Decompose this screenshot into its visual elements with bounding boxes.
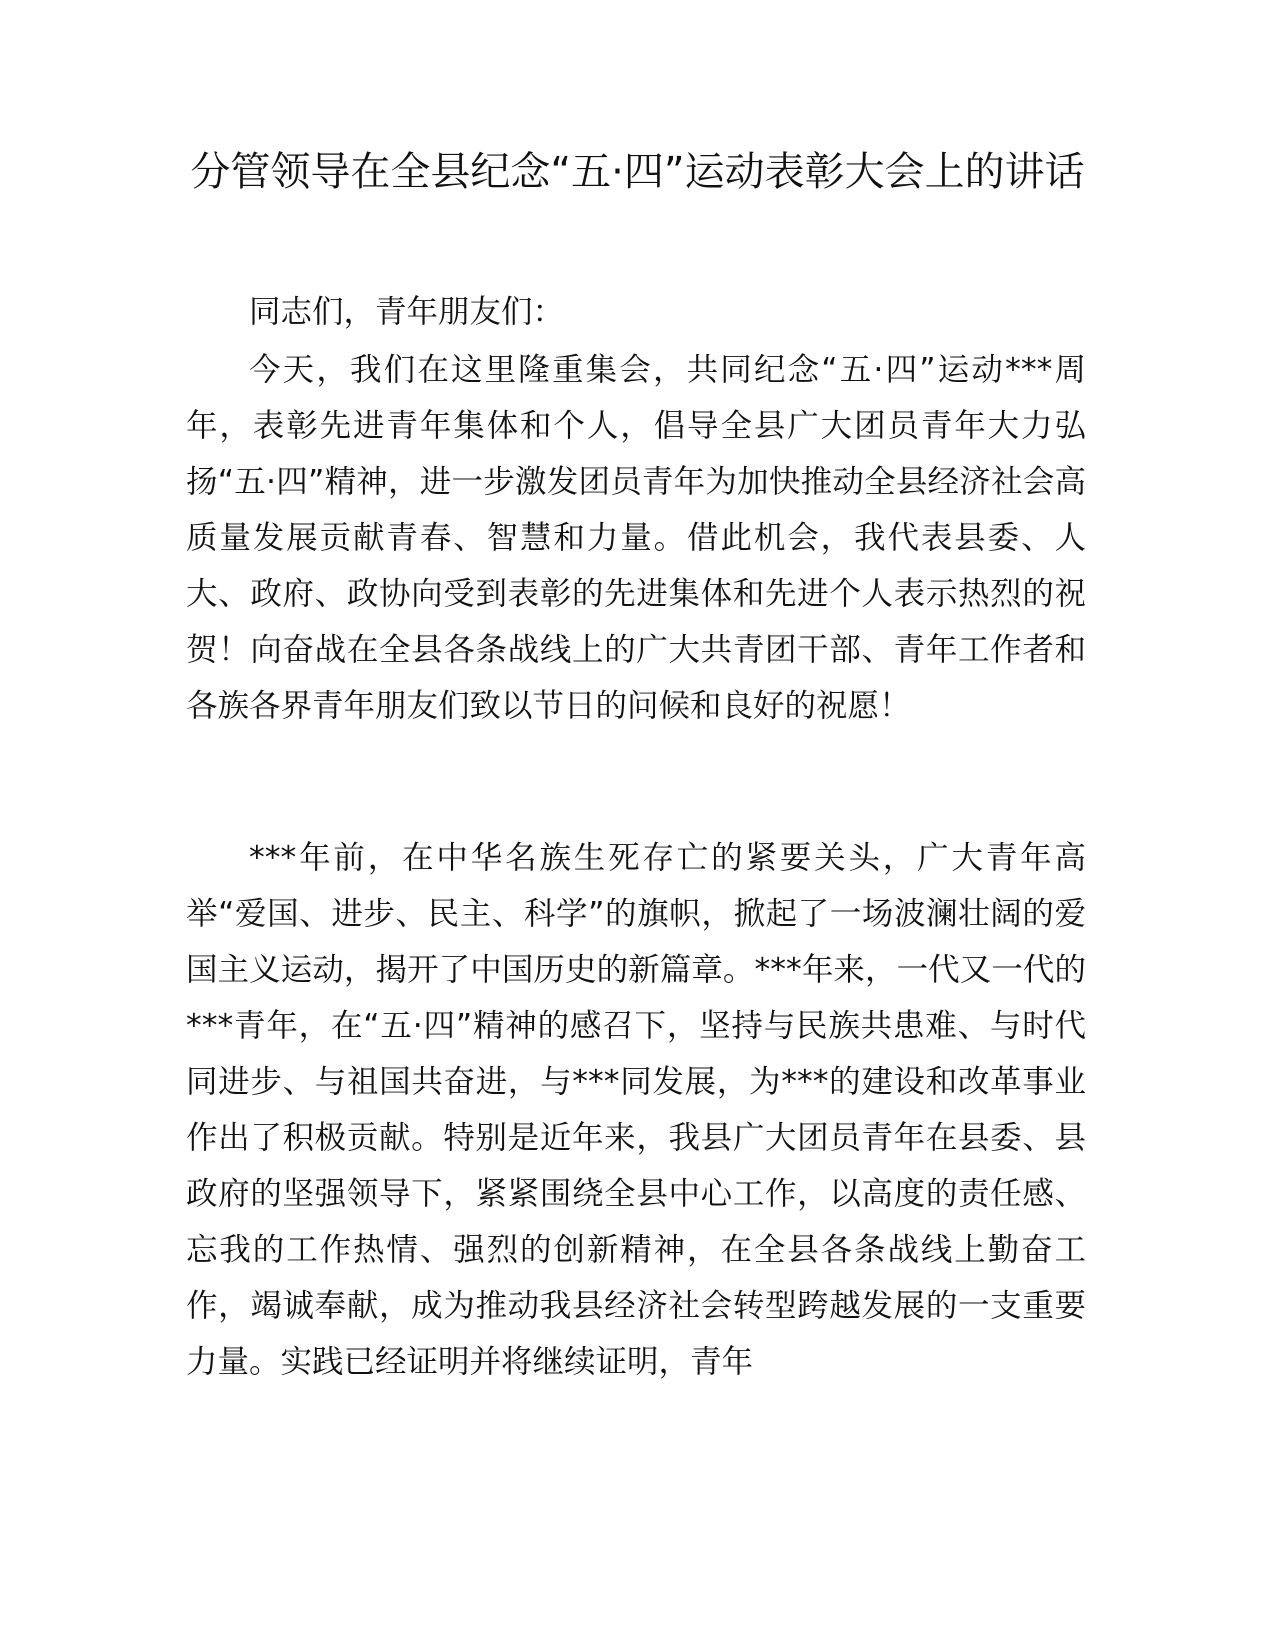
greeting-text: 同志们，青年朋友们： [249, 294, 565, 330]
paragraph-1-text: 今天，我们在这里隆重集会，共同纪念“五·四”运动***周年，表彰先进青年集体和个人，倡导全县广大团员青年大力弘扬“五·四”精神，进一步激发团员青年为加快推动全县经济社会高质量发展贡献青春、智慧和力量。借此机会，我代表县委、人大、政府、政协向受到表彰的先进集体和先进个人表示热烈的祝贺！向奋战在全县各条战线上的广大共青团干部、青年工作者和各族各界青年朋友们致以节日的问候和良好的祝愿！ [186, 352, 1086, 724]
greeting [186, 284, 1086, 340]
paragraph-2-text: ***年前，在中华名族生死存亡的紧要关头，广大青年高举“爱国、进步、民主、科学”的旗帜，掀起了一场波澜壮阔的爱国主义运动，揭开了中国历史的新篇章。***年来，一代又一代的***青年，在“五·四”精神的感召下，坚持与民族共患难、与时代同进步、与祖国共奋进，与***同发展，为***的建设和改革事业作出了积极贡献。特别是近年来，我县广大团员青年在县委、县政府的坚强领导下，紧紧围绕全县中心工作，以高度的责任感、忘我的工作热情、强烈的创新精神，在全县各条战线上勤奋工作，竭诚奉献，成为推动我县经济社会转型跨越发展的一支重要力量。实践已经证明并将继续证明，青年 [186, 840, 1086, 1380]
paragraph-2 [186, 830, 1086, 1390]
document-title: 分管领导在全县纪念“五·四”运动表彰大会上的讲话 [190, 149, 1085, 195]
paragraph-1 [186, 342, 1086, 734]
